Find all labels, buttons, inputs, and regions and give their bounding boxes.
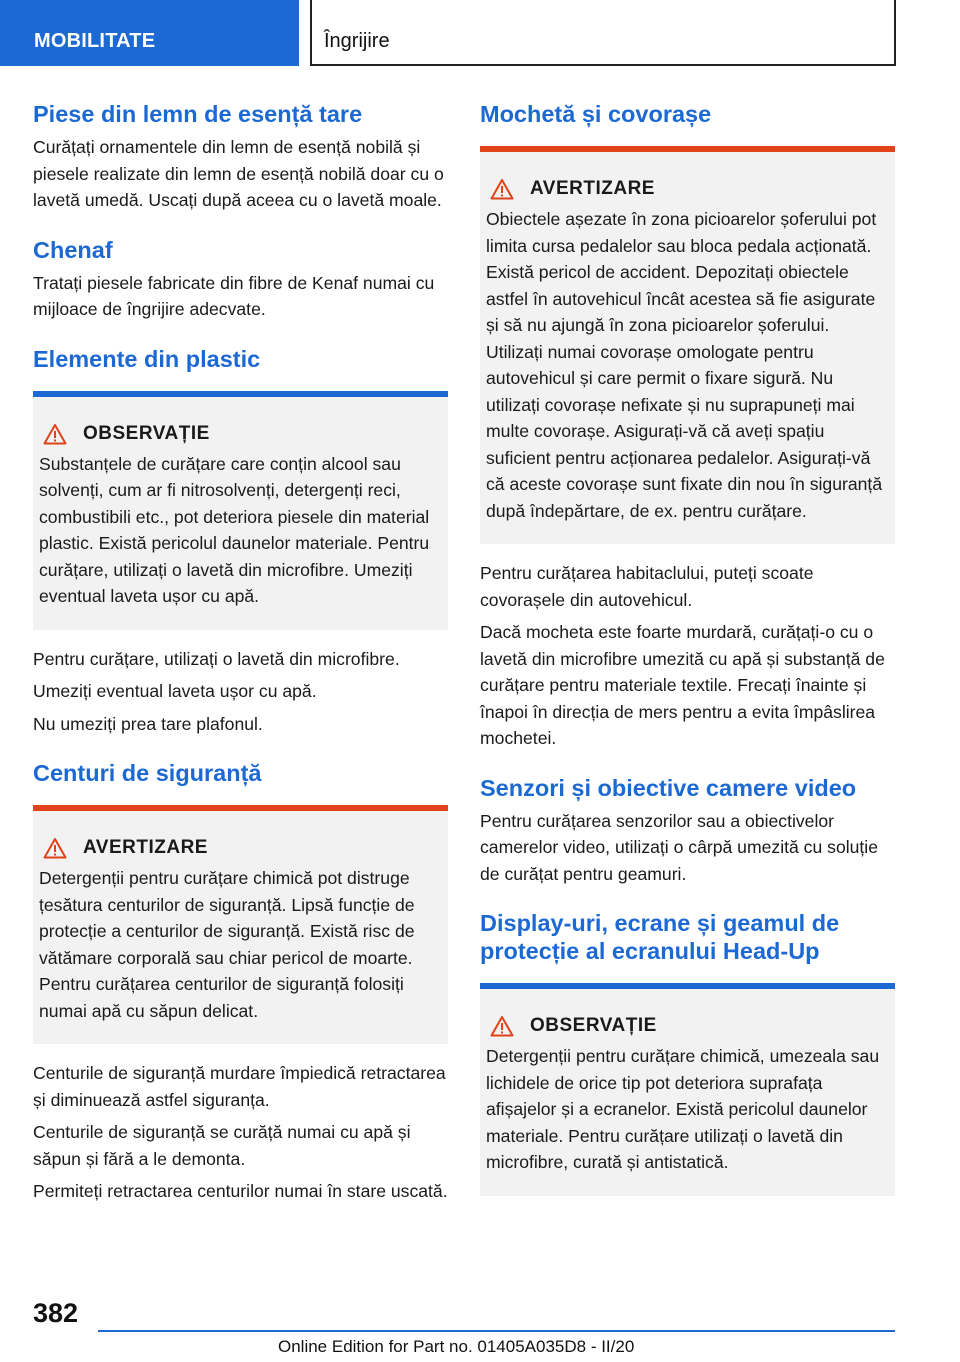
heading-wood: Piese din lemn de esență tare: [33, 101, 363, 127]
notice-text: Detergenții pentru curățare chimică, umezeala sau lichidele de orice tip pot deteriora suprafața afișajelor și a ecranelor. Există pericolul daunelor materiale. Pentru curățare utilizați o lavetă din microfibre, curată și antistatică.: [486, 1046, 880, 1172]
para-seatbelts-3: Permiteți retractarea centurilor numai în stare uscată.: [33, 1181, 448, 1201]
warning-triangle-icon: [490, 1015, 514, 1037]
para-plastic-2: Umeziți eventual laveta ușor cu apă.: [33, 681, 317, 701]
para-sensors: Pentru curățarea senzorilor sau a obiectivelor camerelor video, utilizați o cârpă umezită cu soluție de curățat pentru geamuri.: [480, 810, 878, 884]
heading-sensors: Senzori și obiective camere video: [480, 774, 857, 801]
para-plastic-1: Pentru curățare, utilizați o lavetă din microfibre.: [33, 648, 400, 669]
heading-displays: Display-uri, ecrane și geamul de protecție al ecranului Head-Up: [480, 910, 840, 964]
heading-carpets: Mochetă și covorașe: [480, 101, 712, 127]
notice-label: AVERTIZARE: [83, 837, 208, 858]
notice-displays: [480, 983, 895, 1196]
warning-triangle-icon: [43, 837, 67, 859]
para-plastic-3: Nu umeziți prea tare plafonul.: [33, 713, 263, 734]
page-header: [0, 0, 960, 66]
section-tab: MOBILITATE: [0, 0, 299, 66]
notice-label: OBSERVAȚIE: [83, 422, 210, 444]
edition-note: Online Edition for Part no. 01405A035D8 - II/20: [278, 1337, 635, 1356]
para-wood: Curățați ornamentele din lemn de esență nobilă și piesele realizate din lemn de esență nobilă doar cu o lavetă umedă. Uscați după aceea cu o lavetă moale.: [33, 137, 444, 210]
notice-label: AVERTIZARE: [530, 178, 655, 199]
notice-label: OBSERVAȚIE: [530, 1015, 657, 1036]
notice-seatbelts: [33, 805, 448, 1044]
para-kenaf: Tratați piesele fabricate din fibre de Kenaf numai cu mijloace de îngrijire adecvate.: [33, 272, 435, 319]
para-carpets-2: Dacă mocheta este foarte murdară, curățați-o cu o lavetă din microfibre umezită cu apă și substanță de curățare pentru materiale textile. Frecați înainte și înapoi în direcția de mers pentru a evita împâslirea mochetei.: [480, 622, 885, 748]
warning-triangle-icon: [490, 178, 514, 200]
notice-text: Substanțele de curățare care conțin alcool sau solvenți, cum ar fi nitrosolvenți, detergenți reci, combustibili etc., pot deteriora piesele din material plastic. Există pericolul daunelor materiale. Pentru curățare, utilizați o lavetă din microfibre. Umeziți eventual laveta ușor cu apă.: [39, 453, 430, 606]
page-number: 382: [33, 1298, 79, 1328]
heading-kenaf: Chenaf: [33, 236, 113, 263]
heading-seatbelts: Centuri de siguranță: [33, 760, 262, 786]
notice-plastic: [33, 391, 448, 630]
notice-carpets: [480, 146, 895, 544]
para-seatbelts-2: Centurile de siguranță se curăță numai cu apă și săpun și fără a le demonta.: [33, 1122, 411, 1169]
para-seatbelts-1: Centurile de siguranță murdare împiedică retractarea și diminuează astfel siguranța.: [33, 1063, 446, 1110]
notice-text: Detergenții pentru curățare chimică pot distruge țesătura centurilor de siguranță. Lipsă funcție de protecție a centurilor de siguranță. Există risc de vătămare corporală sau chiar pericol de moarte. Pentru curățarea centurilor de siguranță folosiți numai apă cu săpun delicat.: [39, 868, 415, 1021]
para-carpets-1: Pentru curățarea habitaclului, puteți scoate covorașele din autovehicul.: [480, 563, 814, 610]
left-column: [33, 100, 448, 1211]
heading-plastic: Elemente din plastic: [33, 345, 261, 372]
chapter-title: Îngrijire: [310, 0, 896, 66]
footer-divider: [98, 1330, 895, 1332]
warning-triangle-icon: [43, 423, 67, 445]
right-column: [480, 100, 895, 1212]
notice-text: Obiectele așezate în zona picioarelor șoferului pot limita cursa pedalelor sau bloca pedala acționată. Există pericol de accident. Depozitați obiectele astfel în autovehicul încât acestea să fie asigurate și să nu ajungă în zona picioarelor șoferului. Utilizați numai covorașe omologate pentru autovehicul și care permit o fixare sigură. Nu utilizați covorașe nefixate și nu suprapuneți mai multe covorașe. Asigurați-vă că aveți spațiu suficient pentru acționarea pedalelor. Asigurați-vă că aceste covorașe sunt fixate din nou în siguranță după îndepărtare, de ex. pentru curățare.: [486, 209, 883, 521]
